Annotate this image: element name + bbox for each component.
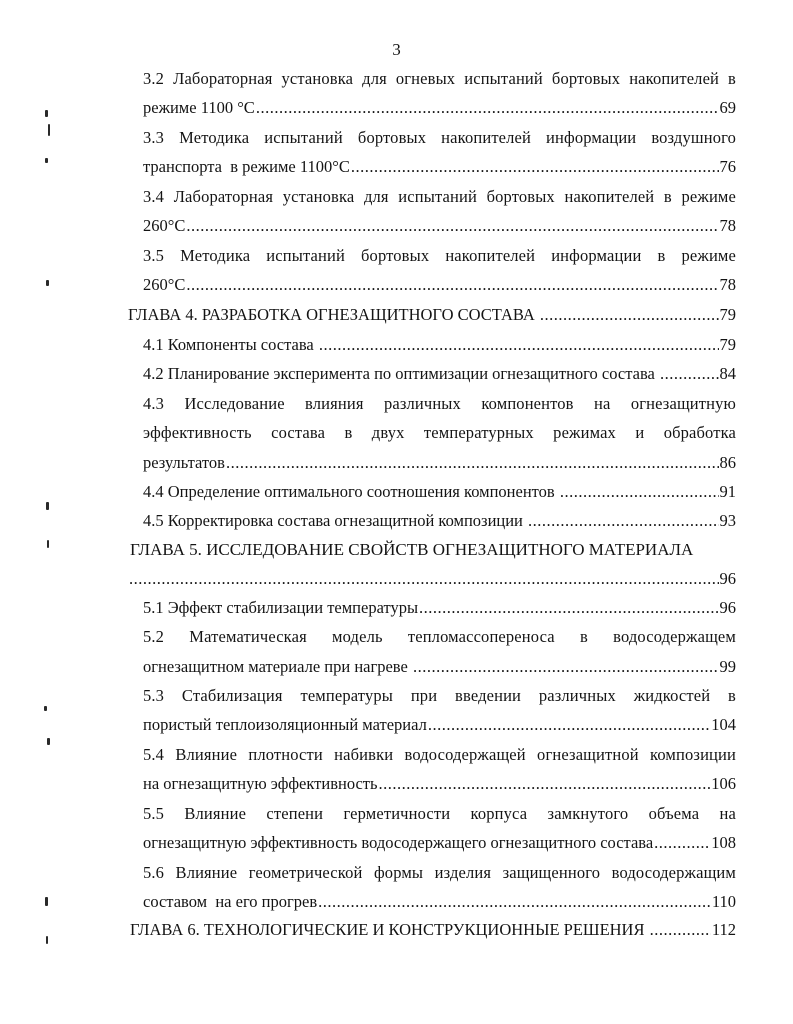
toc-page-number: 79 (719, 305, 736, 324)
dot-leader (419, 597, 718, 619)
toc-entry-3-3-line-2[interactable] (143, 156, 736, 178)
toc-entry-3-5-line-1: 3.5 Методика испытаний бортовых накопителей информации в режиме (143, 246, 736, 265)
toc-page-number: 91 (719, 482, 736, 501)
toc-chapter-5-title: ГЛАВА 5. ИССЛЕДОВАНИЕ СВОЙСТВ ОГНЕЗАЩИТНОГО МАТЕРИАЛА (130, 540, 694, 559)
dot-leader (379, 773, 711, 795)
dot-leader (654, 832, 710, 854)
scan-artifact-mark (47, 738, 50, 745)
toc-entry-3-4-line-1: 3.4 Лабораторная установка для испытаний бортовых накопителей в режиме (143, 187, 736, 206)
toc-entry-5-2-line-2[interactable] (143, 656, 736, 678)
toc-entry-text: огнезащитную эффективность водосодержащего огнезащитного состава (143, 833, 654, 852)
toc-chapter-4[interactable] (128, 304, 736, 326)
toc-entry-text: 4.1 Компоненты состава (143, 335, 318, 354)
toc-entry-5-5-line-2[interactable] (143, 832, 736, 854)
toc-page-number: 86 (719, 453, 736, 472)
scan-artifact-mark (45, 158, 48, 163)
dot-leader (540, 304, 719, 326)
scan-artifact-mark (45, 897, 48, 906)
toc-entry-4-2[interactable] (143, 363, 736, 385)
toc-page-number: 96 (719, 569, 736, 588)
dot-leader (318, 891, 711, 913)
toc-chapter-5[interactable] (128, 568, 736, 590)
toc-page-number: 78 (719, 216, 736, 235)
toc-entry-text: 260°С (143, 275, 186, 294)
dot-leader (351, 156, 719, 178)
toc-page-number: 96 (719, 598, 736, 617)
toc-entry-5-4-line-1: 5.4 Влияние плотности набивки водосодержащей огнезащитной композиции (143, 745, 736, 764)
toc-entry-text: огнезащитном материале при нагреве (143, 657, 412, 676)
dot-leader (428, 714, 710, 736)
scan-artifact-mark (46, 502, 49, 510)
scan-artifact-mark (46, 280, 49, 286)
toc-entry-5-2-line-1: 5.2 Математическая модель тепломассопереноса в водосодержащем (143, 627, 736, 646)
toc-page-number: 99 (719, 657, 736, 676)
toc-entry-4-1[interactable] (143, 334, 736, 356)
scan-artifact-mark (47, 540, 49, 548)
toc-page-number: 108 (711, 833, 736, 852)
toc-page-number: 69 (719, 98, 736, 117)
toc-entry-text: 4.4 Определение оптимального соотношения компонентов (143, 482, 559, 501)
toc-entry-3-2-line-1: 3.2 Лабораторная установка для огневых испытаний бортовых накопителей в (143, 69, 736, 88)
dot-leader (528, 510, 718, 532)
page-number: 3 (392, 40, 401, 59)
toc-entry-5-3-line-2[interactable] (143, 714, 736, 736)
toc-entry-3-3-line-1: 3.3 Методика испытаний бортовых накопителей информации воздушного (143, 128, 736, 147)
toc-entry-3-5-line-2[interactable] (143, 274, 736, 296)
scan-artifact-mark (46, 936, 48, 944)
toc-page-number: 84 (719, 364, 736, 383)
toc-entry-3-4-line-2[interactable] (143, 215, 736, 237)
dot-leader (186, 274, 718, 296)
toc-entry-text: 4.5 Корректировка состава огнезащитной композиции (143, 511, 528, 530)
toc-entry-4-4[interactable] (143, 481, 736, 503)
dot-leader (226, 452, 719, 474)
scan-artifact-mark (45, 110, 48, 117)
dot-leader (129, 568, 719, 590)
toc-entry-text: составом на его прогрев (143, 892, 318, 911)
dot-leader (186, 215, 718, 237)
toc-entry-text: пористый теплоизоляционный материал (143, 715, 427, 734)
toc-page-number: 78 (719, 275, 736, 294)
toc-entry-text: результатов (143, 453, 225, 472)
scan-artifact-mark (44, 706, 47, 711)
toc-entry-4-3-line-1: 4.3 Исследование влияния различных компонентов на огнезащитную (143, 394, 736, 413)
dot-leader (319, 334, 719, 356)
toc-entry-5-1[interactable] (143, 597, 736, 619)
toc-entry-text: режиме 1100 °С (143, 98, 255, 117)
toc-page-number: 104 (711, 715, 736, 734)
toc-page-number: 76 (719, 157, 736, 176)
toc-entry-4-5[interactable] (143, 510, 736, 532)
dot-leader (660, 363, 719, 385)
toc-entry-text: на огнезащитную эффективность (143, 774, 378, 793)
toc-page-number: 110 (711, 892, 736, 911)
toc-chapter-title: ГЛАВА 4. РАЗРАБОТКА ОГНЕЗАЩИТНОГО СОСТАВА (128, 305, 539, 324)
toc-page-number: 106 (711, 774, 736, 793)
toc-page-number: 93 (719, 511, 736, 530)
toc-entry-text: 4.2 Планирование эксперимента по оптимизации огнезащитного состава (143, 364, 659, 383)
toc-entry-5-6-line-1: 5.6 Влияние геометрической формы изделия защищенного водосодержащим (143, 863, 736, 882)
toc-page-number: 79 (719, 335, 736, 354)
toc-chapter-6[interactable] (130, 919, 736, 941)
toc-entry-text: транспорта в режиме 1100°С (143, 157, 350, 176)
toc-entry-3-2-line-2[interactable] (143, 97, 736, 119)
toc-entry-5-4-line-2[interactable] (143, 773, 736, 795)
toc-page-number: 112 (711, 920, 736, 939)
toc-entry-5-3-line-1: 5.3 Стабилизация температуры при введении различных жидкостей в (143, 686, 736, 705)
toc-entry-5-6-line-2[interactable] (143, 891, 736, 913)
toc-entry-text: 5.1 Эффект стабилизации температуры (143, 598, 419, 617)
scan-artifact-mark (48, 124, 50, 136)
toc-chapter-title: ГЛАВА 6. ТЕХНОЛОГИЧЕСКИЕ И КОНСТРУКЦИОННЫЕ РЕШЕНИЯ (130, 920, 649, 939)
toc-entry-4-3-line-3[interactable] (143, 452, 736, 474)
dot-leader (650, 919, 711, 941)
dot-leader (256, 97, 719, 119)
toc-entry-text: 260°С (143, 216, 186, 235)
toc-entry-4-3-line-2: эффективность состава в двух температурных режимах и обработка (143, 423, 736, 442)
dot-leader (560, 481, 719, 503)
toc-entry-5-5-line-1: 5.5 Влияние степени герметичности корпуса замкнутого объема на (143, 804, 736, 823)
dot-leader (413, 656, 719, 678)
